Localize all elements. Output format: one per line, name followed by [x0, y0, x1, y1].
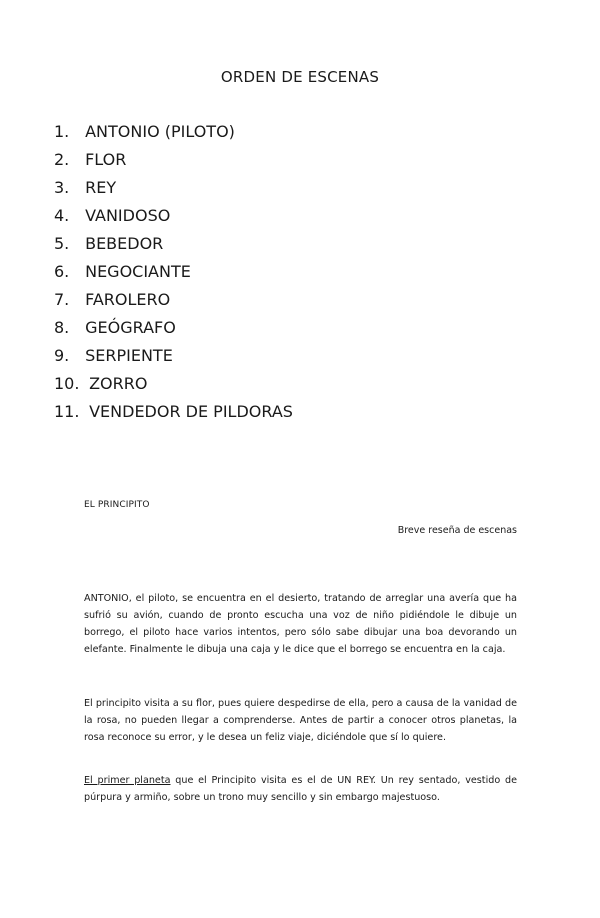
- list-item-number: 5.: [54, 234, 70, 253]
- list-item-label: GEÓGRAFO: [85, 318, 176, 337]
- list-item: [54, 148, 293, 176]
- paragraph-antonio: ANTONIO, el piloto, se encuentra en el desierto, tratando de arreglar una avería que ha sufrió su avión, cuando de pronto escucha una voz de niño pidiéndole le dibuje un borrego, el piloto hace varios intentos, pero sólo sabe dibujar una boa devorando un elefante. Finalmente le dibuja una caja y le dice que el borrego se encuentra en la caja.: [84, 593, 517, 655]
- list-item-label: REY: [85, 178, 117, 197]
- list-item-number: 2.: [54, 150, 70, 169]
- list-item-number: 3.: [54, 178, 70, 197]
- list-item-number: 10.: [54, 374, 80, 393]
- paragraph-rey-text: que el Principito visita es el de UN REY. Un rey sentado, vestido de púrpura y armiño, sobre un trono muy sencillo y sin embargo majestuoso.: [84, 775, 517, 803]
- list-item: [54, 372, 293, 400]
- list-item: [54, 232, 293, 260]
- list-item: [54, 120, 293, 148]
- list-item: [54, 176, 293, 204]
- page-title: ORDEN DE ESCENAS: [220, 68, 380, 86]
- list-item: [54, 288, 293, 316]
- list-item: [54, 400, 293, 428]
- list-item: [54, 260, 293, 288]
- list-item-label: NEGOCIANTE: [85, 262, 191, 281]
- list-item-number: 9.: [54, 346, 70, 365]
- section-subtitle: Breve reseña de escenas: [397, 525, 517, 536]
- list-item-number: 1.: [54, 122, 70, 141]
- list-item-number: 4.: [54, 206, 70, 225]
- list-item-label: FAROLERO: [85, 290, 171, 309]
- list-item: [54, 344, 293, 372]
- list-item-label: FLOR: [85, 150, 127, 169]
- list-item-label: ZORRO: [89, 374, 148, 393]
- underlined-phrase: El primer planeta: [84, 775, 171, 786]
- list-item-label: ANTONIO (PILOTO): [85, 122, 235, 141]
- list-item: [54, 204, 293, 232]
- list-item-label: BEBEDOR: [85, 234, 164, 253]
- list-item-label: VENDEDOR DE PILDORAS: [89, 402, 293, 421]
- section-heading: EL PRINCIPITO: [84, 500, 150, 510]
- list-item-label: VANIDOSO: [85, 206, 171, 225]
- list-item-label: SERPIENTE: [85, 346, 173, 365]
- paragraph-flor: El principito visita a su flor, pues quiere despedirse de ella, pero a causa de la vanidad de la rosa, no pueden llegar a comprenderse. Antes de partir a conocer otros planetas, la rosa reconoce su error, y le desea un feliz viaje, diciéndole que sí lo quiere.: [84, 698, 517, 743]
- list-item: [54, 316, 293, 344]
- list-item-number: 7.: [54, 290, 70, 309]
- list-item-number: 11.: [54, 402, 80, 421]
- scene-list: [54, 120, 293, 428]
- list-item-number: 6.: [54, 262, 70, 281]
- list-item-number: 8.: [54, 318, 70, 337]
- paragraph-rey: [84, 772, 517, 806]
